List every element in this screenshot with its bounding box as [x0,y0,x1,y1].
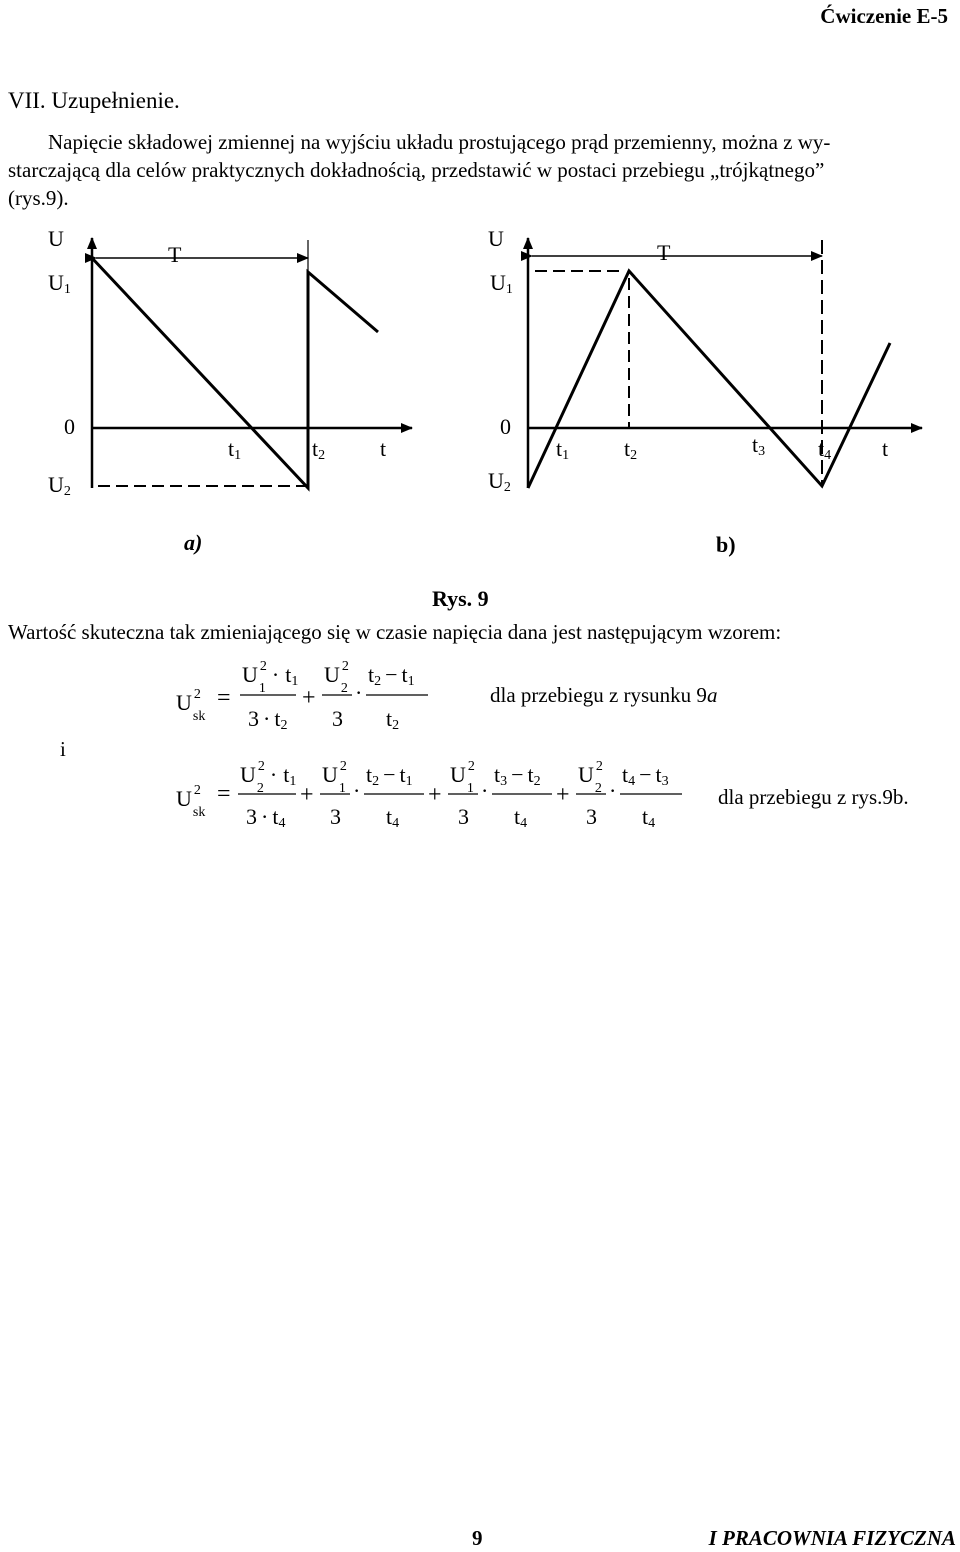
svg-text:·: · [609,778,617,803]
b-triangle-waveform [528,271,890,488]
svg-text:U22·t1: U $^2$ 2· t1 [240,759,297,796]
formula-joiner: i [60,737,66,761]
formula-b [0,758,960,858]
b-t2-label: t2 [624,436,638,463]
intro-line-2: starczającą dla celów praktycznych dokładnością, przedstawić w postaci przebiegu „trójkątnego” [8,158,825,182]
svg-text:U2sk: U $^2$ sk [176,687,206,724]
svg-text:U2sk: U $^2$ sk [176,783,206,820]
svg-text:3: 3 [330,804,341,829]
panel-b [488,226,922,557]
svg-text:=: = [217,781,231,807]
formula-b-note: dla przebiegu z rys.9b. [718,785,909,809]
svg-text:·: · [353,778,361,803]
svg-text:t4: t4 [514,804,528,831]
svg-text:t2−t1: t2 − t1 [366,762,413,789]
b-zero-label: 0 [500,414,511,439]
svg-text:U21: U $^2$ 1 [450,759,475,796]
svg-text:3: 3 [332,706,343,731]
a-u1-label: U1 [48,270,71,297]
a-zero-label: 0 [64,414,75,439]
intro-line-1: Napięcie składowej zmiennej na wyjściu układu prostującego prąd przemienny, można z wy- [48,130,831,154]
a-period-label: T [168,242,182,267]
figure-caption: Rys. 9 [432,586,489,611]
svg-text:·: · [355,680,363,705]
formula-a-note: dla przebiegu z rysunku 9a [490,683,718,707]
svg-text:3·t2: 3 · t2 [248,706,288,733]
b-sublabel: b) [716,532,736,557]
svg-text:U21: U $^2$ 1 [322,759,347,796]
a-t2-label: t2 [312,436,326,463]
svg-text:t4: t4 [386,804,400,831]
b-u1-label: U1 [490,270,513,297]
page-number: 9 [472,1526,483,1550]
exercise-label: Ćwiczenie E-5 [820,4,948,28]
lab-name: I PRACOWNIA FIZYCZNA [708,1526,956,1550]
svg-text:t3−t2: t3 − t2 [494,762,541,789]
svg-text:3: 3 [586,804,597,829]
svg-text:+: + [302,685,316,711]
a-u2-label: U2 [48,472,71,499]
svg-text:+: + [428,782,442,808]
a-t-axis-label: t [380,436,387,461]
b-t1-label: t1 [556,436,570,463]
svg-text:U21·t1: U $^2$ 1· t1 [242,659,299,696]
svg-text:=: = [217,685,231,711]
svg-text:U22: U $^2$ 2 [324,659,349,696]
rms-description: Wartość skuteczna tak zmieniającego się w czasie napięcia dana jest następującym wzorem: [8,620,782,644]
svg-text:t4: t4 [642,804,656,831]
b-period-label: T [657,240,671,265]
b-t4-label: t4 [818,436,832,463]
svg-text:3·t4: 3 · t4 [246,804,286,831]
svg-text:t2−t1: t2 − t1 [368,662,415,689]
svg-text:t4−t3: t4 − t3 [622,762,669,789]
svg-text:+: + [300,782,314,808]
b-y-label: U [488,226,504,251]
b-t3-label: t3 [752,432,766,459]
svg-text:3: 3 [458,804,469,829]
panel-a [48,226,412,555]
intro-line-3: (rys.9). [8,186,69,210]
a-y-label: U [48,226,64,251]
svg-text:·: · [481,778,489,803]
svg-text:t2: t2 [386,706,400,733]
figure-9 [0,0,960,620]
a-t1-label: t1 [228,436,242,463]
svg-text:+: + [556,782,570,808]
b-u2-label: U2 [488,468,511,495]
b-t-axis-label: t [882,436,889,461]
svg-text:U22: U $^2$ 2 [578,759,603,796]
section-title: VII. Uzupełnienie. [8,88,180,113]
a-sublabel: a) [184,530,203,555]
